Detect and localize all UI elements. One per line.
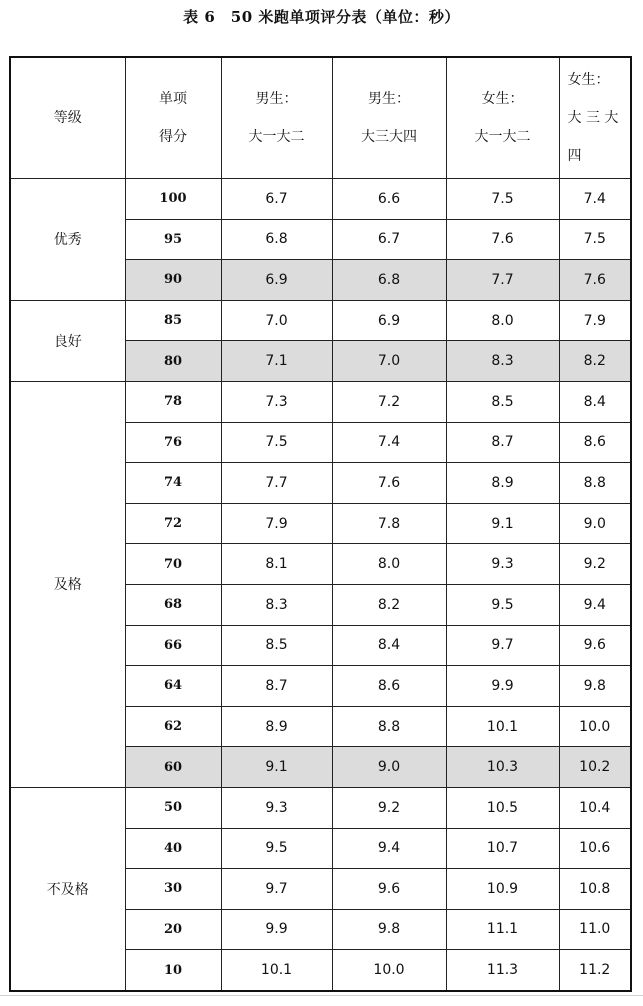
value-cell: 9.6 [559,625,631,666]
value-cell: 9.5 [446,584,559,625]
value-cell: 10.6 [559,828,631,869]
value-cell: 10.3 [446,747,559,788]
value-cell: 6.9 [332,300,446,341]
value-cell: 8.7 [221,666,332,707]
value-cell: 8.3 [221,584,332,625]
header-male-12 [221,57,332,179]
value-cell: 9.3 [446,544,559,585]
header-male-34 [332,57,446,179]
value-cell: 7.9 [221,503,332,544]
value-cell: 7.6 [559,260,631,301]
value-cell: 11.2 [559,950,631,991]
header-female-34-line3: 四 [567,148,582,164]
grade-excellent: 优秀 [10,179,125,301]
value-cell: 8.8 [559,463,631,504]
value-cell: 10.1 [446,706,559,747]
value-cell: 9.9 [446,666,559,707]
header-male-34-line2: 大三大四 [361,129,417,145]
value-cell: 7.5 [446,179,559,220]
score-cell: 20 [125,909,221,950]
value-cell: 7.5 [221,422,332,463]
value-cell: 7.9 [559,300,631,341]
header-row [10,57,631,179]
value-cell: 6.8 [221,219,332,260]
value-cell: 9.8 [332,909,446,950]
score-cell: 90 [125,260,221,301]
score-cell: 80 [125,341,221,382]
value-cell: 10.0 [559,706,631,747]
value-cell: 8.4 [332,625,446,666]
value-cell: 7.0 [221,300,332,341]
score-cell: 85 [125,300,221,341]
header-female-34-line2: 大 三 大 [567,110,619,126]
value-cell: 9.7 [446,625,559,666]
value-cell: 8.5 [221,625,332,666]
score-cell: 10 [125,950,221,991]
value-cell: 8.6 [332,666,446,707]
page-bottom-divider [0,995,643,996]
value-cell: 8.6 [559,422,631,463]
value-cell: 9.1 [446,503,559,544]
header-female-12 [446,57,559,179]
table-row [10,787,631,828]
table-row [10,381,631,422]
value-cell: 10.4 [559,787,631,828]
value-cell: 11.1 [446,909,559,950]
value-cell: 6.6 [332,179,446,220]
header-female-34-line1: 女生： [567,72,610,88]
value-cell: 8.8 [332,706,446,747]
value-cell: 8.0 [332,544,446,585]
value-cell: 10.1 [221,950,332,991]
value-cell: 9.2 [332,787,446,828]
score-cell: 66 [125,625,221,666]
score-cell: 40 [125,828,221,869]
value-cell: 9.4 [332,828,446,869]
table-row [10,300,631,341]
grade-fail: 不及格 [10,787,125,990]
value-cell: 10.9 [446,869,559,910]
value-cell: 9.9 [221,909,332,950]
header-grade-label: 等级 [53,110,82,126]
header-female-34 [559,57,631,179]
value-cell: 9.1 [221,747,332,788]
header-female-12-line2: 大一大二 [474,129,531,145]
header-male-34-line1: 男生： [368,91,410,107]
grade-good: 良好 [10,300,125,381]
header-female-12-line1: 女生： [481,91,524,107]
score-cell: 30 [125,869,221,910]
value-cell: 7.4 [332,422,446,463]
value-cell: 9.2 [559,544,631,585]
value-cell: 8.0 [446,300,559,341]
value-cell: 7.0 [332,341,446,382]
value-cell: 9.5 [221,828,332,869]
value-cell: 8.9 [446,463,559,504]
header-male-12-line2: 大一大二 [248,129,305,145]
score-cell: 100 [125,179,221,220]
header-grade [10,57,125,179]
value-cell: 8.1 [221,544,332,585]
header-score-line1: 单项 [159,91,187,107]
value-cell: 8.5 [446,381,559,422]
table-title: 表 6 50 米跑单项评分表（单位：秒） [183,8,460,26]
score-cell: 70 [125,544,221,585]
value-cell: 7.6 [332,463,446,504]
value-cell: 7.7 [446,260,559,301]
value-cell: 7.3 [221,381,332,422]
value-cell: 9.0 [559,503,631,544]
score-cell: 62 [125,706,221,747]
value-cell: 7.7 [221,463,332,504]
value-cell: 7.6 [446,219,559,260]
score-table [9,56,632,992]
value-cell: 6.9 [221,260,332,301]
value-cell: 9.4 [559,584,631,625]
value-cell: 10.7 [446,828,559,869]
value-cell: 10.8 [559,869,631,910]
value-cell: 9.7 [221,869,332,910]
score-cell: 72 [125,503,221,544]
value-cell: 8.2 [332,584,446,625]
value-cell: 10.2 [559,747,631,788]
value-cell: 11.0 [559,909,631,950]
value-cell: 7.2 [332,381,446,422]
score-cell: 78 [125,381,221,422]
value-cell: 9.6 [332,869,446,910]
value-cell: 9.0 [332,747,446,788]
header-score-line2: 得分 [159,129,187,145]
value-cell: 6.7 [221,179,332,220]
value-cell: 6.7 [332,219,446,260]
grade-pass: 及格 [10,381,125,787]
value-cell: 7.1 [221,341,332,382]
value-cell: 10.0 [332,950,446,991]
header-male-12-line1: 男生： [255,91,298,107]
score-cell: 95 [125,219,221,260]
value-cell: 7.8 [332,503,446,544]
score-cell: 50 [125,787,221,828]
value-cell: 8.4 [559,381,631,422]
value-cell: 8.9 [221,706,332,747]
score-cell: 64 [125,666,221,707]
value-cell: 8.3 [446,341,559,382]
value-cell: 9.8 [559,666,631,707]
score-cell: 74 [125,463,221,504]
score-cell: 76 [125,422,221,463]
value-cell: 7.4 [559,179,631,220]
table-row [10,179,631,220]
value-cell: 8.2 [559,341,631,382]
score-cell: 68 [125,584,221,625]
value-cell: 6.8 [332,260,446,301]
value-cell: 10.5 [446,787,559,828]
value-cell: 9.3 [221,787,332,828]
value-cell: 11.3 [446,950,559,991]
value-cell: 8.7 [446,422,559,463]
header-score [125,57,221,179]
value-cell: 7.5 [559,219,631,260]
score-cell: 60 [125,747,221,788]
